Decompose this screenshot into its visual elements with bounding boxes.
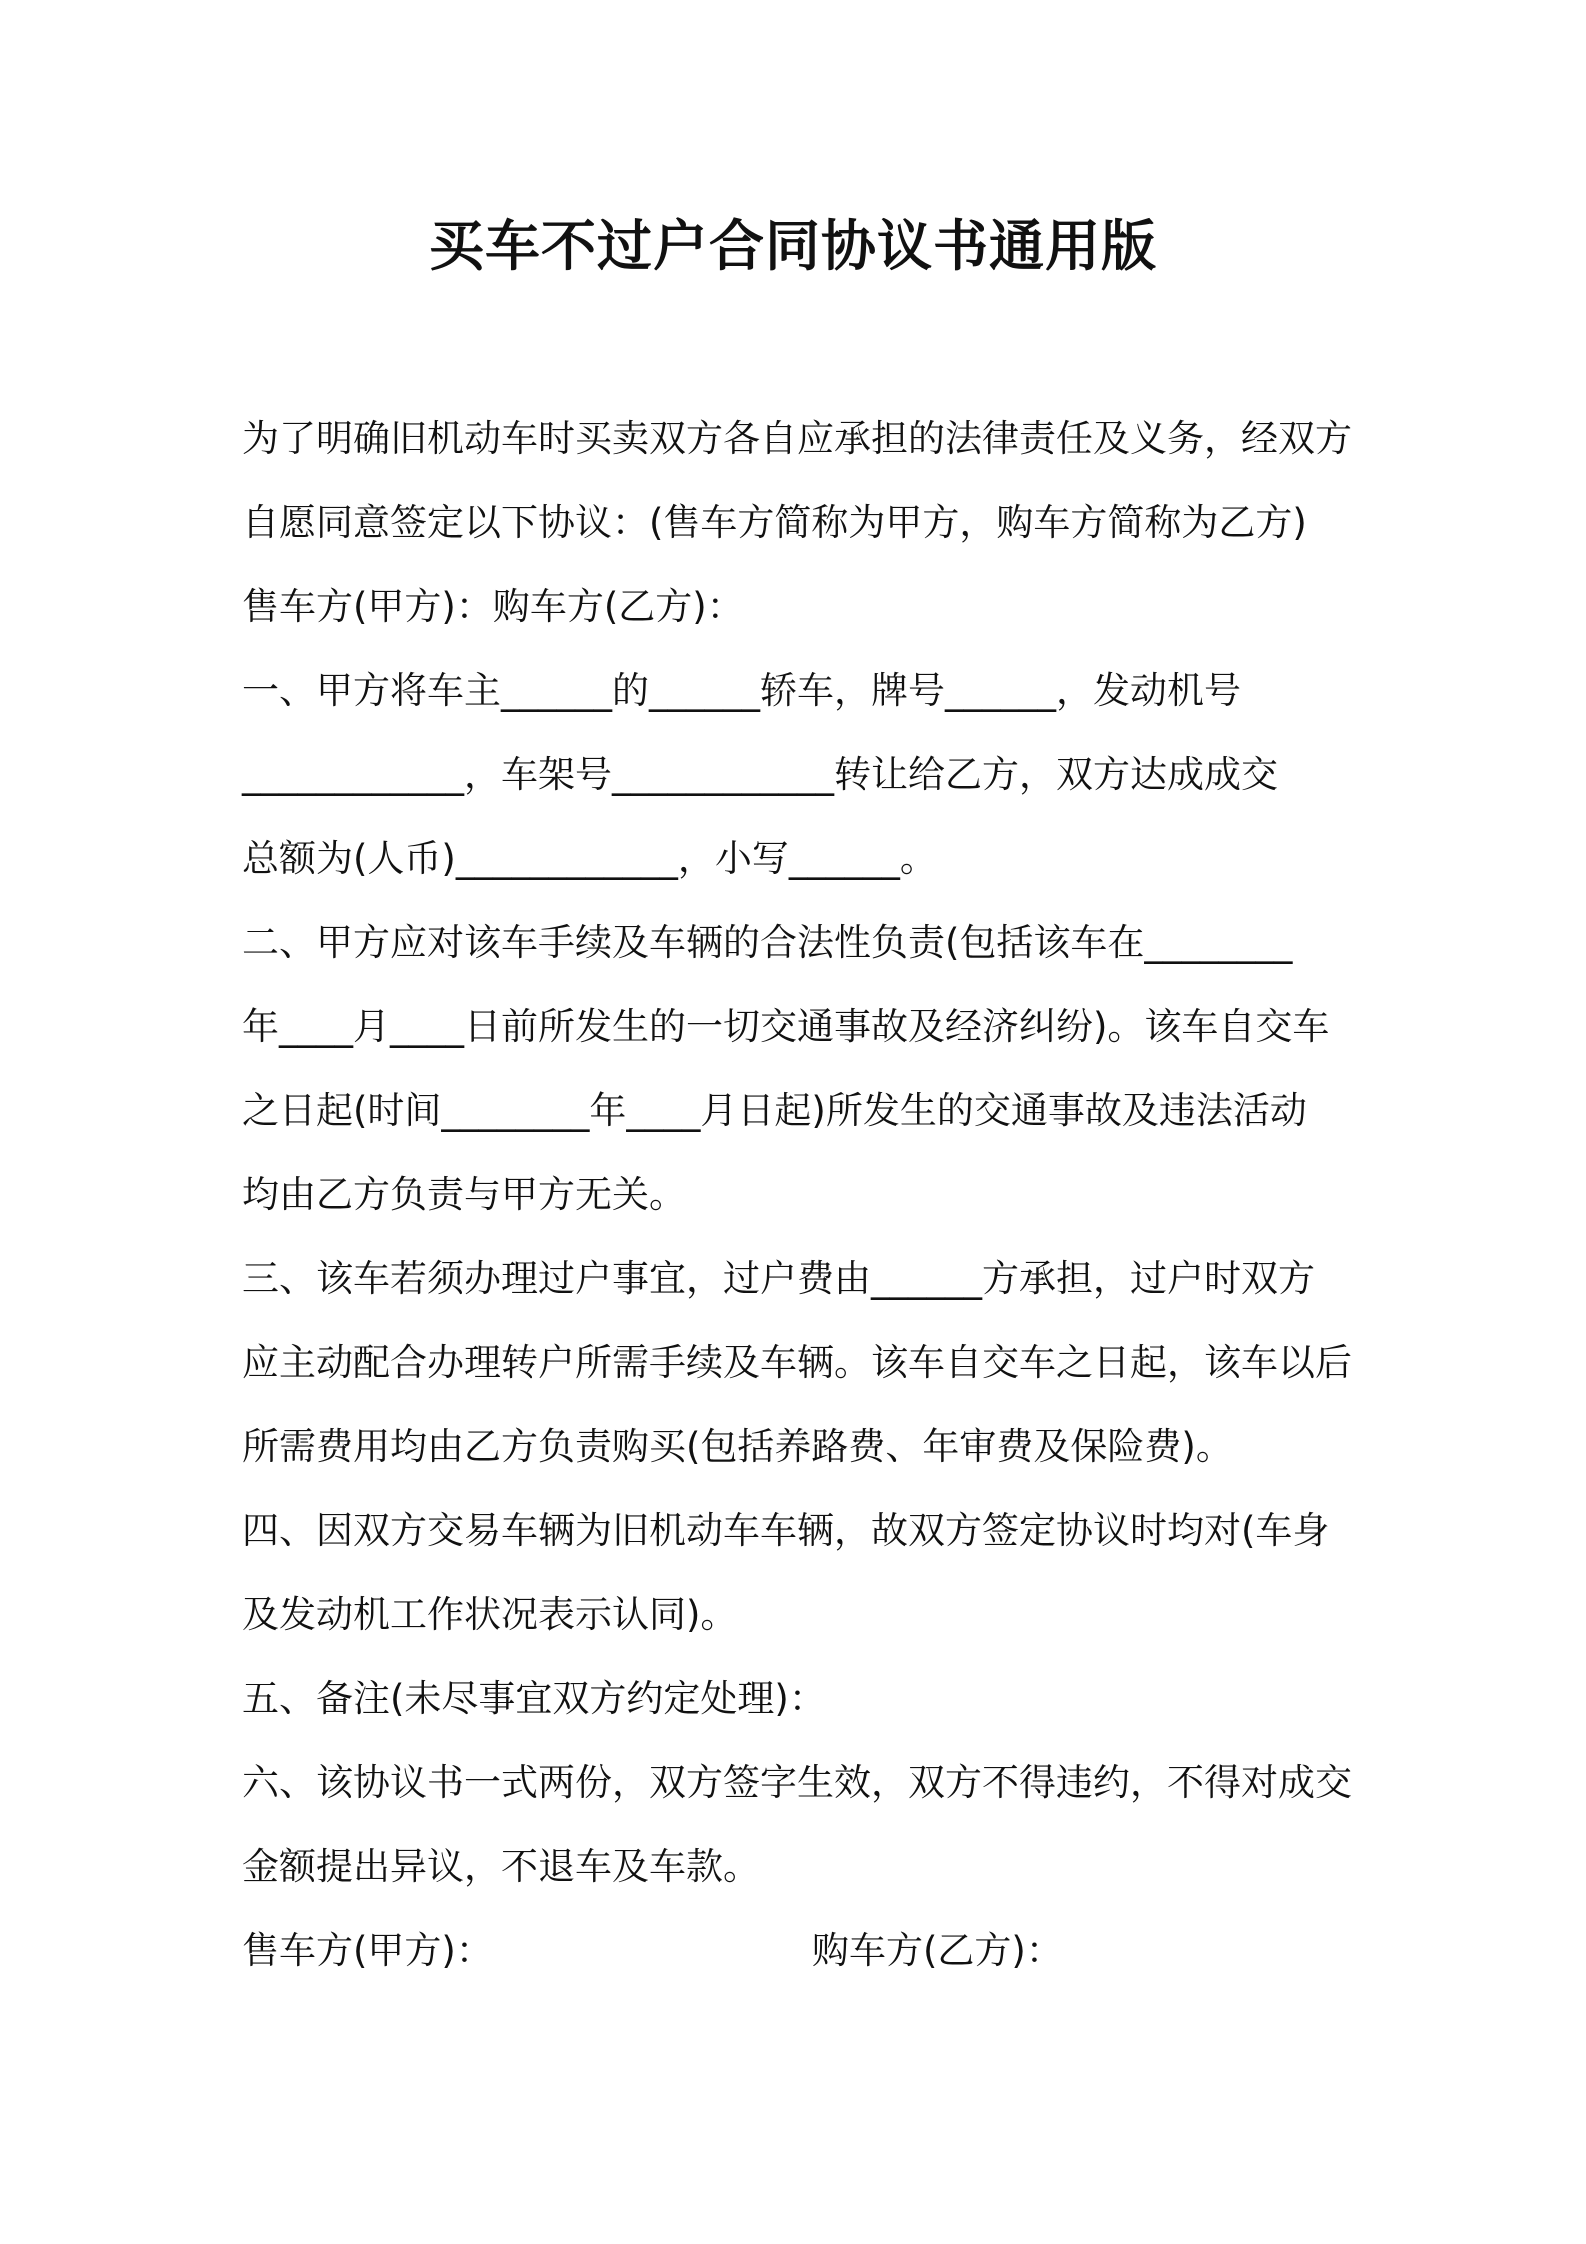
- clause-3-line: 所需费用均由乙方负责购买(包括养路费、年审费及保险费)。: [242, 1425, 1233, 1468]
- clause-2-line: 年____月____日前所发生的一切交通事故及经济纠纷)。该车自交车: [242, 1005, 1330, 1048]
- paragraph-line: 自愿同意签定以下协议：(售车方简称为甲方，购车方简称为乙方): [242, 501, 1307, 544]
- clause-2-line: 均由乙方负责与甲方无关。: [242, 1173, 686, 1216]
- document-title: 买车不过户合同协议书通用版: [428, 214, 1157, 278]
- clause-3-line: 应主动配合办理转户所需手续及车辆。该车自交车之日起，该车以后: [242, 1341, 1352, 1384]
- signature-row: [242, 1909, 1372, 1993]
- clause-1-line: ____________，车架号____________转让给乙方，双方达成成交: [242, 753, 1278, 796]
- clause-2-line: 之日起(时间________年____月日起)所发生的交通事故及违法活动: [242, 1089, 1307, 1132]
- clause-6-line: 金额提出异议，不退车及车款。: [242, 1845, 760, 1888]
- clause-6-line: 六、该协议书一式两份，双方签字生效，双方不得违约，不得对成交: [242, 1761, 1352, 1804]
- clause-1-line: 总额为(人币)____________，小写______。: [242, 837, 937, 880]
- clause-5-line: 五、备注(未尽事宜双方约定处理)：: [242, 1677, 826, 1720]
- clause-4-line: 及发动机工作状况表示认同)。: [242, 1593, 738, 1636]
- parties-line: 售车方(甲方)：购车方(乙方)：: [242, 585, 744, 628]
- clause-3-line: 三、该车若须办理过户事宜，过户费由______方承担，过户时双方: [242, 1257, 1315, 1300]
- seller-signature-label: 售车方(甲方)：: [242, 1929, 493, 1972]
- clause-2-line: 二、甲方应对该车手续及车辆的合法性负责(包括该车在________: [242, 921, 1293, 964]
- clause-1-line: 一、甲方将车主______的______轿车，牌号______，发动机号: [242, 669, 1241, 712]
- paragraph-line: 为了明确旧机动车时买卖双方各自应承担的法律责任及义务，经双方: [242, 417, 1352, 460]
- buyer-signature-label: 购车方(乙方)：: [812, 1929, 1063, 1972]
- contract-body: [242, 397, 1372, 1993]
- clause-4-line: 四、因双方交易车辆为旧机动车车辆，故双方签定协议时均对(车身: [242, 1509, 1330, 1552]
